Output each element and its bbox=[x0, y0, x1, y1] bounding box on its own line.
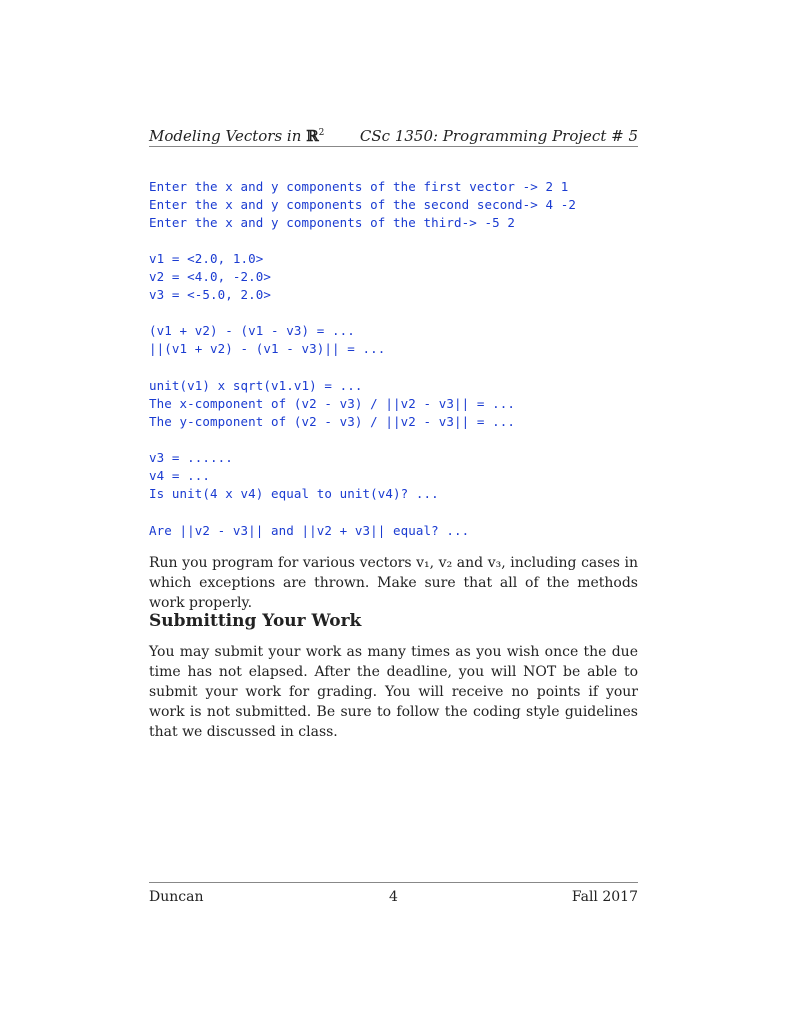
code-line: Enter the x and y components of the third-> -5 2 bbox=[149, 215, 516, 230]
code-line: v2 = <4.0, -2.0> bbox=[149, 269, 272, 284]
page-header bbox=[149, 124, 638, 147]
code-line: v4 = ... bbox=[149, 468, 211, 483]
submit-paragraph: You may submit your work as many times as you wish once the due time has not elapsed. After the deadline, you will NOT be able to submit your work for grading. You will receive no points if your work is not submitted. Be sure to follow the coding style guidelines that we discussed in class. bbox=[149, 644, 638, 740]
code-block-v4 bbox=[149, 449, 439, 503]
code-line: unit(v1) x sqrt(v1.v1) = ... bbox=[149, 378, 363, 393]
code-line: (v1 + v2) - (v1 - v3) = ... bbox=[149, 323, 355, 338]
code-block-equal bbox=[149, 522, 469, 540]
reals-symbol: ℝ bbox=[306, 127, 319, 145]
footer-term: Fall 2017 bbox=[571, 889, 638, 905]
code-line: Enter the x and y components of the first vector -> 2 1 bbox=[149, 179, 569, 194]
code-line: Is unit(4 x v4) equal to unit(v4)? ... bbox=[149, 486, 439, 501]
code-block-operations bbox=[149, 322, 385, 358]
code-line: v3 = ...... bbox=[149, 450, 233, 465]
code-line: The x-component of (v2 - v3) / ||v2 - v3|| = ... bbox=[149, 396, 516, 411]
page-number: 4 bbox=[389, 889, 398, 905]
code-line: ||(v1 + v2) - (v1 - v3)|| = ... bbox=[149, 341, 386, 356]
code-line: Are ||v2 - v3|| and ||v2 + v3|| equal? ... bbox=[149, 523, 470, 538]
footer-author: Duncan bbox=[149, 889, 204, 905]
header-left-text: Modeling Vectors in bbox=[149, 127, 307, 145]
code-line: The y-component of (v2 - v3) / ||v2 - v3|| = ... bbox=[149, 414, 516, 429]
code-block-vectors bbox=[149, 250, 271, 304]
code-line: v3 = <-5.0, 2.0> bbox=[149, 287, 272, 302]
header-title-right: CSc 1350: Programming Project # 5 bbox=[359, 127, 638, 145]
code-line: Enter the x and y components of the second second-> 4 -2 bbox=[149, 197, 577, 212]
header-title-left bbox=[149, 127, 324, 145]
run-paragraph: Run you program for various vectors v₁, v₂ and v₃, including cases in which exceptions are thrown. Make sure that all of the methods work properly. bbox=[149, 555, 638, 611]
code-block-input bbox=[149, 178, 576, 232]
code-block-unit bbox=[149, 377, 515, 431]
code-line: v1 = <2.0, 1.0> bbox=[149, 251, 264, 266]
page-footer bbox=[149, 882, 638, 905]
section-title: Submitting Your Work bbox=[149, 611, 362, 631]
reals-superscript: 2 bbox=[318, 128, 325, 138]
